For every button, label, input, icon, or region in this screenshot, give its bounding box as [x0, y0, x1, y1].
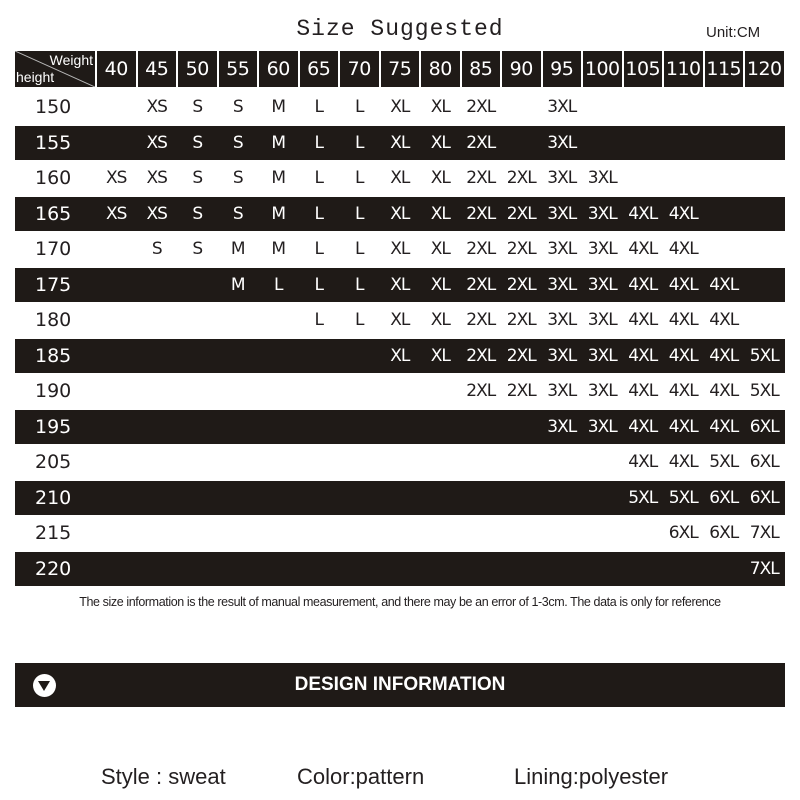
size-cell: XL — [390, 274, 410, 295]
spec-color: Color:pattern — [297, 764, 425, 789]
size-cell: L — [355, 274, 364, 295]
size-cell: 2XL — [466, 97, 496, 117]
size-cell: 2XL — [506, 239, 536, 259]
size-cell: XS — [106, 203, 127, 224]
size-cell: 6XL — [709, 487, 739, 508]
weight-header-80: 80 — [421, 51, 460, 87]
weight-header-70: 70 — [340, 51, 379, 87]
weight-header-115: 115 — [705, 51, 744, 87]
size-cell: 3XL — [587, 310, 617, 330]
size-cell: L — [355, 97, 364, 117]
table-row — [15, 339, 785, 373]
size-cell: 7XL — [749, 523, 779, 543]
height-value: 150 — [35, 96, 72, 118]
weight-header-85: 85 — [462, 51, 501, 87]
spec-lining: Lining:polyester — [514, 764, 669, 789]
weight-header-95: 95 — [543, 51, 582, 87]
page-title: Size Suggested — [296, 16, 504, 42]
size-cell: L — [314, 132, 323, 153]
size-cell: 4XL — [628, 381, 658, 401]
size-cell: 3XL — [587, 168, 617, 188]
weight-header-75: 75 — [381, 51, 420, 87]
corner-height-label: height — [16, 69, 55, 85]
size-cell: M — [271, 203, 286, 224]
size-cell: S — [192, 168, 203, 188]
size-cell: L — [274, 274, 283, 295]
size-cell: 5XL — [668, 487, 698, 508]
size-cell: XL — [390, 203, 410, 224]
size-cell: S — [232, 132, 243, 153]
size-cell: 7XL — [749, 558, 779, 579]
size-cell: XL — [390, 97, 410, 117]
size-cell: 3XL — [547, 381, 577, 401]
weight-header-90: 90 — [502, 51, 541, 87]
size-cell: 3XL — [587, 381, 617, 401]
size-cell: M — [230, 274, 245, 295]
size-cell: 2XL — [466, 132, 496, 153]
size-cell: 4XL — [628, 310, 658, 330]
size-cell: XL — [390, 345, 410, 366]
size-cell: L — [355, 310, 364, 330]
size-cell: 4XL — [709, 274, 739, 295]
size-cell: XS — [106, 168, 127, 188]
size-cell: M — [271, 97, 286, 117]
weight-header-105: 105 — [624, 51, 663, 87]
table-row — [15, 516, 785, 550]
size-cell: L — [355, 168, 364, 188]
size-cell: 6XL — [749, 452, 779, 472]
size-cell: 3XL — [547, 345, 577, 366]
size-cell: 3XL — [547, 203, 577, 224]
weight-header-40: 40 — [97, 51, 136, 87]
size-cell: 3XL — [547, 97, 577, 117]
height-value: 195 — [35, 415, 72, 438]
size-cell: XL — [390, 132, 410, 153]
weight-header-110: 110 — [664, 51, 703, 87]
size-cell: S — [192, 203, 203, 224]
size-cell: L — [314, 310, 323, 330]
table-row — [15, 374, 785, 408]
size-cell: 4XL — [628, 274, 658, 295]
size-cell: 5XL — [749, 345, 779, 366]
size-cell: 4XL — [709, 345, 739, 366]
table-row — [15, 268, 785, 302]
design-information-label: DESIGN INFORMATION — [294, 674, 506, 695]
weight-header-50: 50 — [178, 51, 217, 87]
size-cell: 2XL — [466, 168, 496, 188]
size-cell: M — [271, 168, 286, 188]
size-cell: 3XL — [547, 416, 577, 437]
size-cell: S — [192, 97, 203, 117]
height-value: 180 — [35, 309, 72, 331]
height-value: 175 — [35, 273, 72, 296]
corner-weight-label: Weight — [49, 52, 93, 68]
size-cell: 4XL — [668, 274, 698, 295]
size-cell: XL — [390, 168, 410, 188]
size-cell: S — [151, 239, 162, 259]
height-value: 160 — [35, 167, 72, 189]
size-cell: XL — [390, 310, 410, 330]
size-cell: L — [314, 97, 323, 117]
height-value: 210 — [35, 486, 72, 509]
size-cell: 2XL — [506, 168, 536, 188]
height-value: 220 — [35, 557, 72, 580]
size-cell: 3XL — [587, 274, 617, 295]
size-cell: XS — [146, 168, 167, 188]
size-cell: 2XL — [466, 239, 496, 259]
size-cell: 3XL — [547, 132, 577, 153]
size-cell: L — [314, 239, 323, 259]
spec-style: Style : sweat — [101, 764, 226, 789]
size-cell: M — [230, 239, 245, 259]
table-row — [15, 481, 785, 515]
size-cell: 4XL — [628, 416, 658, 437]
size-cell: 5XL — [628, 487, 658, 508]
table-row — [15, 161, 785, 195]
size-cell: 4XL — [628, 452, 658, 472]
size-cell: M — [271, 132, 286, 153]
size-cell: 4XL — [709, 416, 739, 437]
size-cell: XL — [430, 203, 450, 224]
measurement-note: The size information is the result of manual measurement, and there may be an error of 1-3cm. The data is only for reference — [79, 595, 721, 609]
size-cell: M — [271, 239, 286, 259]
size-cell: 2XL — [466, 345, 496, 366]
size-cell: 3XL — [587, 345, 617, 366]
size-cell: XL — [430, 239, 450, 259]
size-cell: XS — [146, 132, 167, 153]
size-cell: 4XL — [709, 381, 739, 401]
table-row — [15, 197, 785, 231]
height-value: 185 — [35, 344, 72, 367]
height-value: 205 — [35, 451, 72, 473]
size-cell: XL — [390, 239, 410, 259]
size-cell: 3XL — [547, 239, 577, 259]
size-cell: L — [314, 168, 323, 188]
size-cell: 4XL — [668, 452, 698, 472]
size-cell: XL — [430, 345, 450, 366]
size-cell: XL — [430, 97, 450, 117]
size-cell: 3XL — [587, 416, 617, 437]
table-row — [15, 90, 785, 124]
size-cell: 2XL — [506, 203, 536, 224]
table-row — [15, 232, 785, 266]
size-cell: 3XL — [547, 168, 577, 188]
size-cell: S — [232, 168, 243, 188]
size-cell: 3XL — [547, 310, 577, 330]
height-value: 215 — [35, 522, 72, 544]
size-cell: S — [192, 132, 203, 153]
weight-header-65: 65 — [300, 51, 339, 87]
height-value: 190 — [35, 380, 72, 402]
table-row — [15, 552, 785, 586]
size-cell: 6XL — [749, 416, 779, 437]
size-cell: 4XL — [668, 416, 698, 437]
size-cell: XS — [146, 203, 167, 224]
size-cell: 6XL — [749, 487, 779, 508]
size-cell: S — [192, 239, 203, 259]
weight-header-60: 60 — [259, 51, 298, 87]
size-cell: L — [314, 274, 323, 295]
table-row — [15, 303, 785, 337]
size-cell: L — [355, 239, 364, 259]
size-cell: 5XL — [749, 381, 779, 401]
size-cell: 4XL — [668, 239, 698, 259]
size-cell: L — [355, 132, 364, 153]
size-cell: 2XL — [506, 310, 536, 330]
size-cell: 4XL — [668, 381, 698, 401]
size-cell: 2XL — [466, 203, 496, 224]
size-cell: L — [314, 203, 323, 224]
size-cell: 4XL — [668, 310, 698, 330]
unit-label: Unit:CM — [706, 24, 761, 41]
table-row — [15, 410, 785, 444]
size-cell: 2XL — [466, 381, 496, 401]
size-cell: 5XL — [709, 452, 739, 472]
size-cell: 3XL — [587, 203, 617, 224]
size-cell: XS — [146, 97, 167, 117]
size-cell: 6XL — [668, 523, 698, 543]
size-cell: 2XL — [506, 381, 536, 401]
size-cell: 2XL — [506, 345, 536, 366]
header-corner-cell — [15, 51, 95, 87]
size-cell: XL — [430, 274, 450, 295]
height-value: 155 — [35, 131, 72, 154]
size-cell: XL — [430, 132, 450, 153]
size-cell: 2XL — [466, 310, 496, 330]
size-cell: XL — [430, 168, 450, 188]
size-cell: 3XL — [547, 274, 577, 295]
size-cell: 4XL — [628, 203, 658, 224]
design-information-bar — [15, 663, 785, 707]
size-cell: L — [355, 203, 364, 224]
size-table-header — [15, 51, 785, 87]
size-cell: 4XL — [668, 203, 698, 224]
table-row — [15, 445, 785, 479]
height-value: 170 — [35, 238, 72, 260]
size-cell: 4XL — [628, 239, 658, 259]
size-cell: S — [232, 203, 243, 224]
height-value: 165 — [35, 202, 72, 225]
size-cell: 2XL — [466, 274, 496, 295]
size-cell: 3XL — [587, 239, 617, 259]
size-cell: 4XL — [668, 345, 698, 366]
size-cell: 4XL — [628, 345, 658, 366]
weight-header-100: 100 — [583, 51, 622, 87]
size-cell: 2XL — [506, 274, 536, 295]
size-cell: 6XL — [709, 523, 739, 543]
table-row — [15, 126, 785, 160]
weight-header-45: 45 — [138, 51, 177, 87]
weight-header-55: 55 — [219, 51, 258, 87]
weight-header-120: 120 — [745, 51, 784, 87]
size-cell: S — [232, 97, 243, 117]
size-cell: XL — [430, 310, 450, 330]
size-cell: 4XL — [709, 310, 739, 330]
